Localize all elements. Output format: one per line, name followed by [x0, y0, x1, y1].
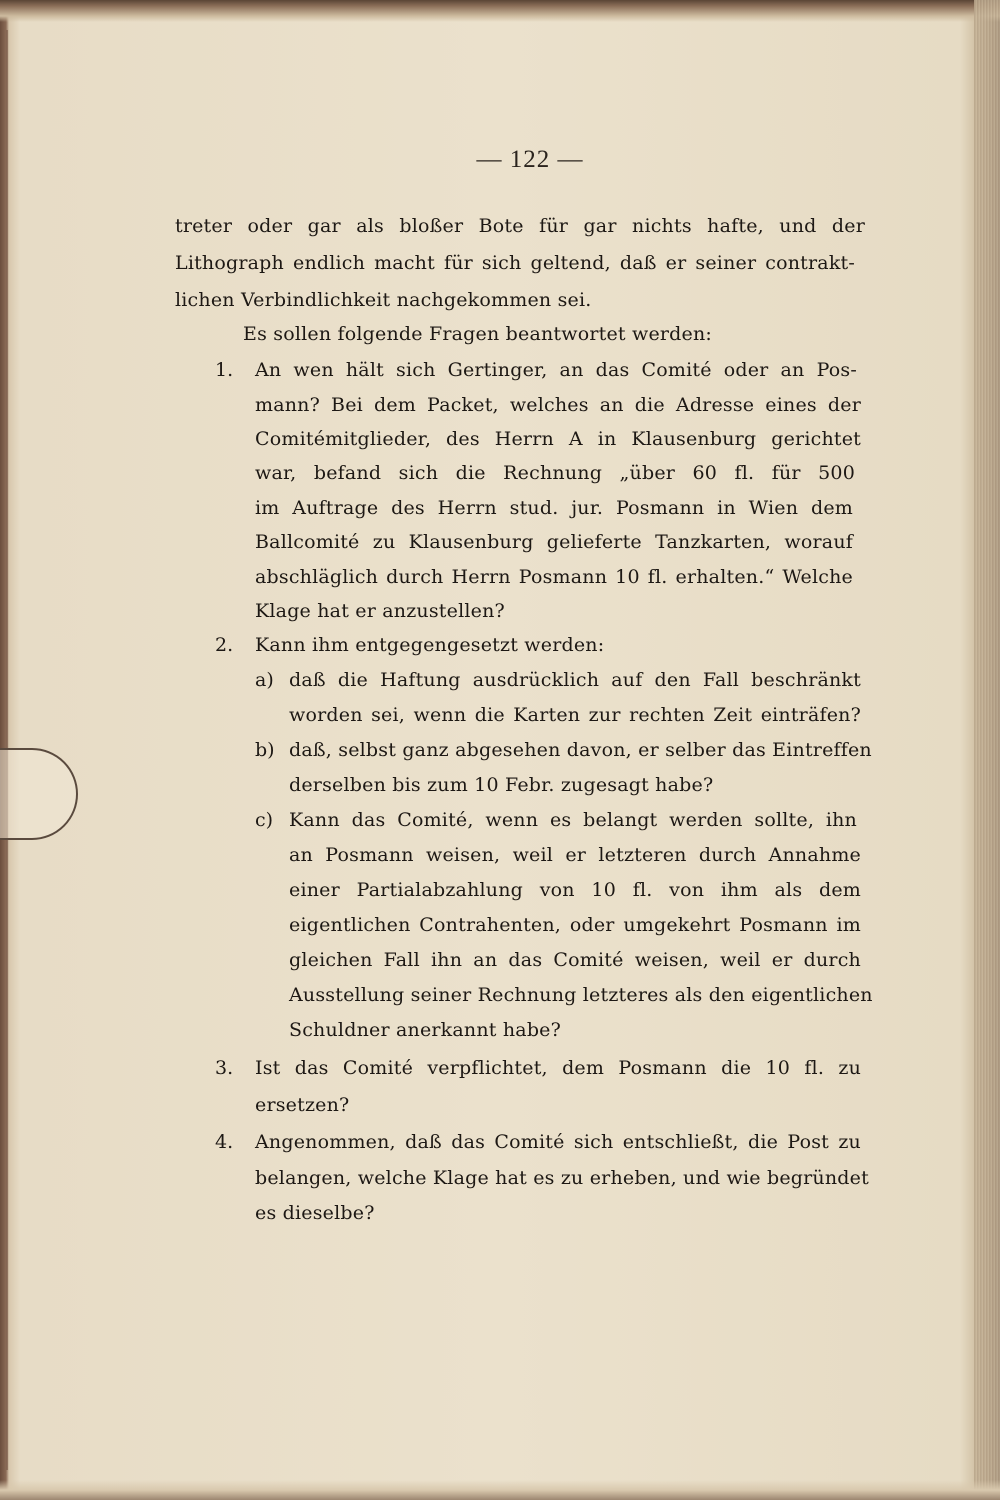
text-line: belangen, welche Klage hat es zu erheben, und wie begründet	[255, 1167, 869, 1189]
text-line: an Posmann weisen, weil er letzteren durch Annahme	[289, 844, 861, 866]
text-line: eigentlichen Contrahenten, oder umgekehrt Posmann im	[289, 914, 861, 936]
text-line: mann? Bei dem Packet, welches an die Adresse eines der	[255, 394, 861, 416]
text-line: Kann das Comité, wenn es belangt werden sollte, ihn	[289, 809, 857, 831]
text-line: Klage hat er anzustellen?	[255, 600, 505, 622]
text-block	[175, 0, 873, 1500]
text-line: daß die Haftung ausdrücklich auf den Fall beschränkt	[289, 669, 861, 691]
text-line: war, befand sich die Rechnung „über 60 fl. für 500	[255, 462, 855, 484]
item-marker-b: b)	[255, 739, 275, 761]
item-marker-a: a)	[255, 669, 274, 691]
text-line: Schuldner anerkannt habe?	[289, 1019, 562, 1041]
text-line: Es sollen folgende Fragen beantwortet werden:	[243, 323, 713, 345]
text-line: Ausstellung seiner Rechnung letzteres als den eigentlichen	[289, 984, 873, 1006]
text-line: es dieselbe?	[255, 1202, 375, 1224]
text-line: einer Partialabzahlung von 10 fl. von ihm als dem	[289, 879, 861, 901]
text-line: worden sei, wenn die Karten zur rechten Zeit einträfen?	[289, 704, 861, 726]
bookmark-tab	[0, 748, 78, 840]
item-number-2: 2.	[215, 634, 234, 656]
text-line: Lithograph endlich macht für sich geltend, daß er seiner contrakt-	[175, 252, 855, 274]
text-line: lichen Verbindlichkeit nachgekommen sei.	[175, 289, 592, 311]
page-number: — 122 —	[476, 146, 584, 173]
page-fore-edge	[974, 0, 1000, 1500]
text-line: Ist das Comité verpflichtet, dem Posmann die 10 fl. zu	[255, 1057, 861, 1079]
text-line: derselben bis zum 10 Febr. zugesagt habe?	[289, 774, 714, 796]
text-line: im Auftrage des Herrn stud. jur. Posmann in Wien dem	[255, 497, 853, 519]
item-number-3: 3.	[215, 1057, 234, 1079]
text-line: Comitémitglieder, des Herrn A in Klausenburg gerichtet	[255, 428, 861, 450]
text-line: An wen hält sich Gertinger, an das Comité oder an Pos-	[255, 359, 857, 381]
text-line: ersetzen?	[255, 1094, 350, 1116]
text-line: daß, selbst ganz abgesehen davon, er selber das Eintreffen	[289, 739, 872, 761]
text-line: Ballcomité zu Klausenburg gelieferte Tanzkarten, worauf	[255, 531, 853, 553]
item-number-1: 1.	[215, 359, 234, 381]
text-line: Angenommen, daß das Comité sich entschließt, die Post zu	[255, 1131, 861, 1153]
item-number-4: 4.	[215, 1131, 234, 1153]
text-line: gleichen Fall ihn an das Comité weisen, weil er durch	[289, 949, 861, 971]
item-marker-c: c)	[255, 809, 274, 831]
text-line: treter oder gar als bloßer Bote für gar nichts hafte, und der	[175, 215, 865, 237]
text-line: Kann ihm entgegengesetzt werden:	[255, 634, 605, 656]
text-line: abschläglich durch Herrn Posmann 10 fl. erhalten.“ Welche	[255, 566, 853, 588]
